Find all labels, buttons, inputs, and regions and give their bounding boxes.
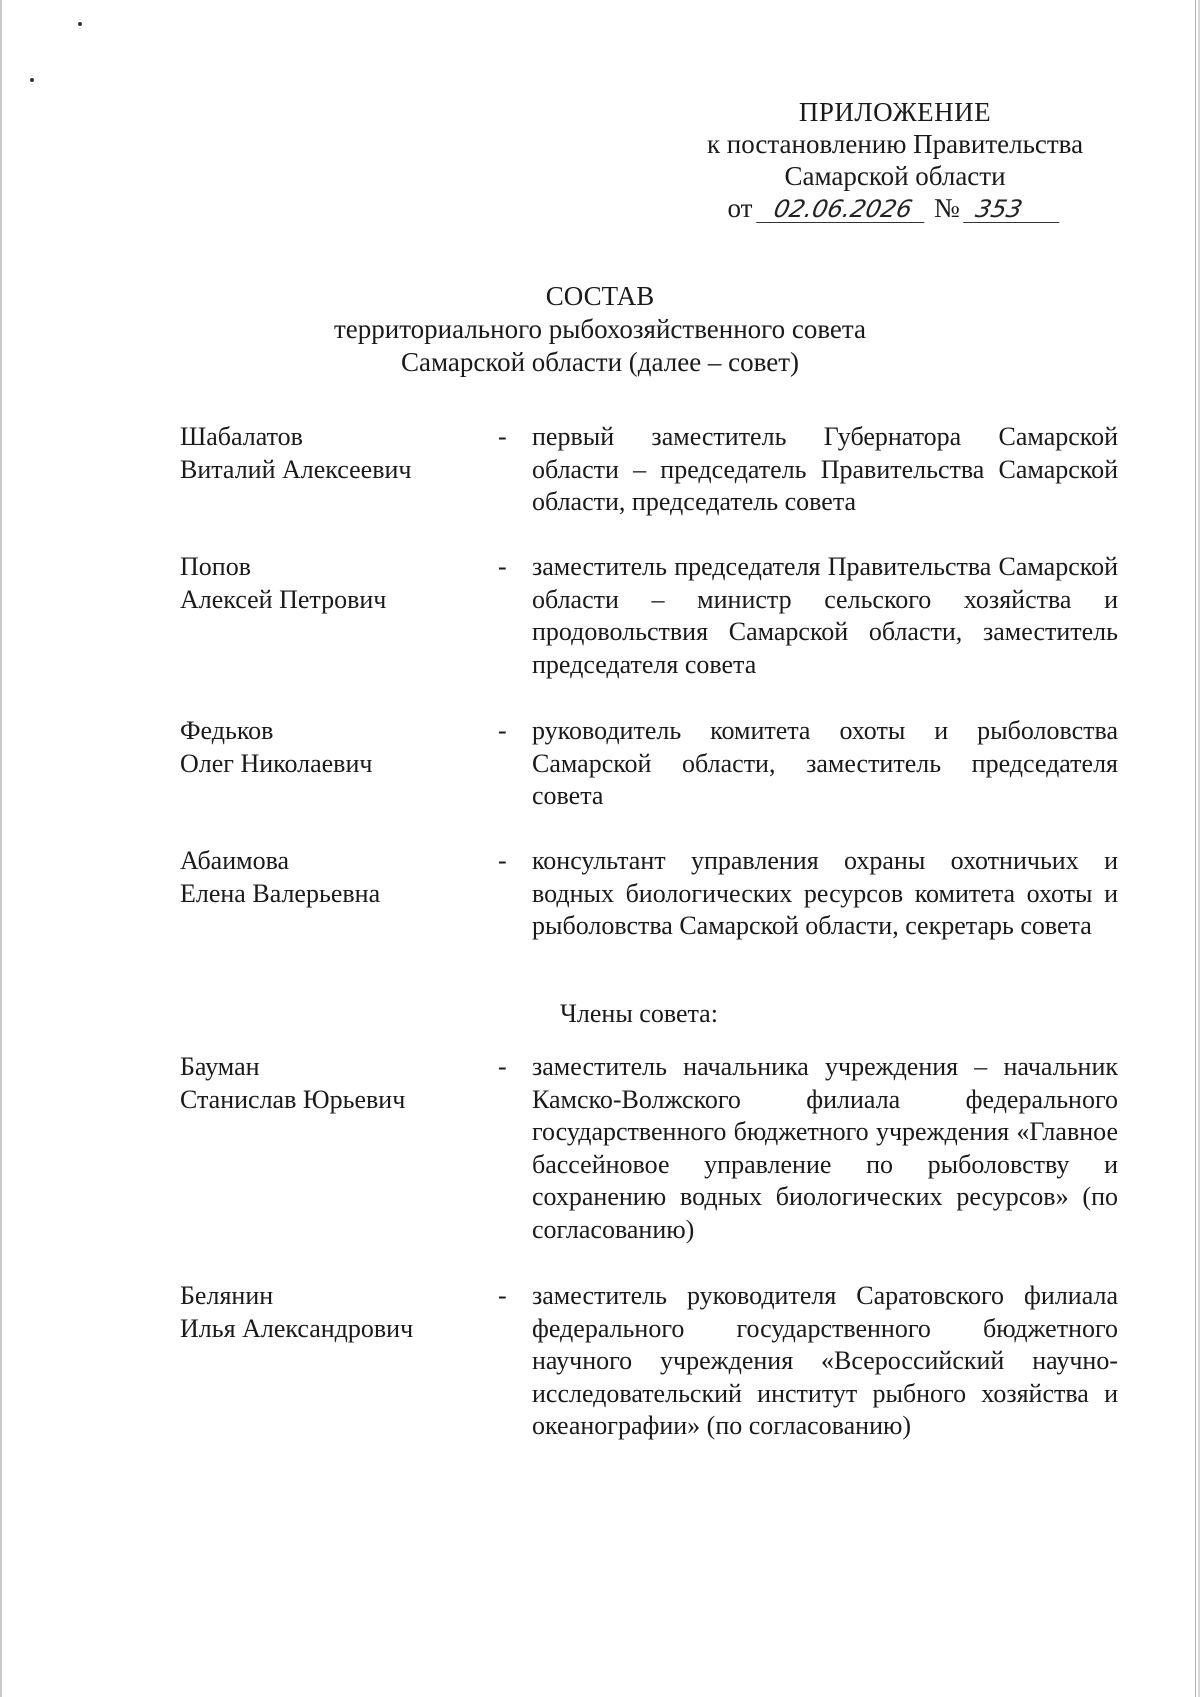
scan-edge-left (0, 0, 2, 1697)
member-role: руководитель комитета охоты и рыболовства Самарской области, заместитель председателя совета (532, 716, 1118, 810)
member-dash: - (498, 1052, 507, 1081)
member-surname: Шабалатов (180, 422, 303, 451)
member-surname: Федьков (180, 716, 274, 745)
document-subtitle-line-1: территориального рыбохозяйственного совета (333, 314, 867, 344)
member-name (180, 551, 480, 616)
member-dash: - (498, 846, 507, 875)
member-given-name: Алексей Петрович (180, 584, 387, 614)
members-heading: Члены совета: (560, 999, 718, 1028)
member-name (180, 1280, 480, 1345)
appendix-reference (680, 192, 1110, 224)
document-title-block (300, 280, 900, 379)
member-given-name: Илья Александрович (180, 1313, 414, 1343)
number-sign: № (933, 193, 960, 223)
member-name (180, 1051, 480, 1116)
member-dash: - (498, 552, 507, 581)
date-prefix: от (727, 193, 753, 223)
member-surname: Бауман (180, 1052, 260, 1081)
appendix-title: ПРИЛОЖЕНИЕ (798, 97, 992, 127)
document-title: СОСТАВ (545, 281, 655, 311)
member-given-name: Олег Николаевич (180, 748, 373, 778)
member-surname: Абаимова (180, 846, 290, 875)
handwritten-date: 02.06.2026 (756, 196, 930, 223)
appendix-line-2: Самарской области (784, 161, 1006, 191)
scan-edge-right (1195, 0, 1196, 1697)
scan-speck (78, 22, 82, 26)
document-subtitle-line-2: Самарской области (далее – совет) (400, 347, 800, 377)
member-given-name: Станислав Юрьевич (180, 1084, 406, 1114)
member-dash: - (498, 1281, 507, 1310)
member-given-name: Елена Валерьевна (180, 878, 381, 908)
member-dash: - (498, 422, 507, 451)
member-name (180, 715, 480, 780)
member-role: заместитель руководителя Саратовского филиала федерального государственного бюджетного научного учреждения «Всероссийский научно-исследовательский институт рыбного хозяйства и океанографии» (по согласованию) (532, 1281, 1118, 1440)
appendix-header (680, 96, 1110, 224)
member-role: заместитель начальника учреждения – начальник Камско-Волжского филиала федерального государственного бюджетного учреждения «Главное бассейновое управление по рыболовству и сохранению водных биологических ресурсов» (по согласованию) (532, 1052, 1118, 1244)
member-role: заместитель председателя Правительства Самарской области – министр сельского хозяйства и продовольствия Самарской области, заместитель председателя совета (532, 552, 1118, 679)
member-role: первый заместитель Губернатора Самарской области – председатель Правительства Самарской области, председатель совета (532, 422, 1118, 516)
appendix-line-1: к постановлению Правительства (706, 129, 1084, 159)
member-name (180, 421, 480, 486)
member-role: консультант управления охраны охотничьих и водных биологических ресурсов комитета охоты и рыболовства Самарской области, секретарь совета (532, 846, 1118, 940)
member-name (180, 845, 480, 910)
member-given-name: Виталий Алексеевич (180, 454, 412, 484)
member-surname: Попов (180, 552, 251, 581)
member-surname: Белянин (180, 1281, 274, 1310)
scan-speck (30, 78, 34, 82)
handwritten-number: 353 (964, 196, 1066, 223)
member-dash: - (498, 716, 507, 745)
